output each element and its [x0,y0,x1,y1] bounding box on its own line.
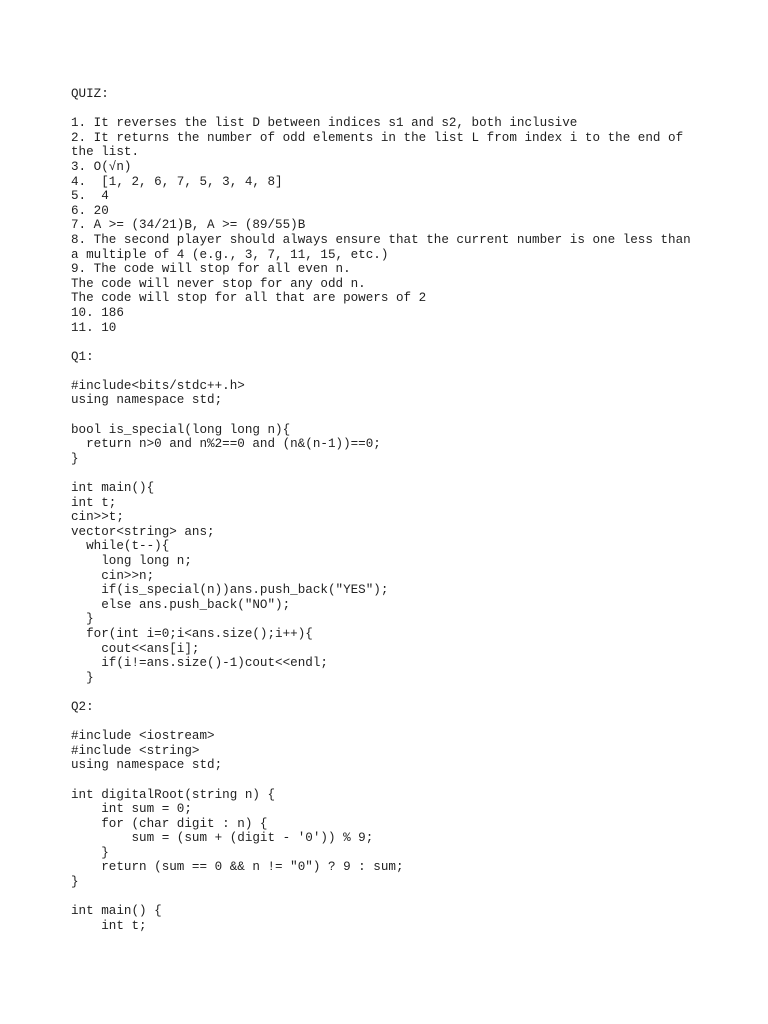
blank-line [71,890,731,905]
document-page [71,87,731,933]
code-line: cin>>t; [71,510,124,525]
code-line: cout<<ans[i]; [71,641,200,656]
quiz-answer-1: 1. It reverses the list D between indices s1 and s2, both inclusive [71,116,578,131]
code-line: } [71,670,94,685]
quiz-answer-4: 4. [1, 2, 6, 7, 5, 3, 4, 8] [71,174,283,189]
code-line: for (char digit : n) { [71,816,268,831]
blank-line [71,685,731,700]
code-line: int t; [71,918,147,933]
quiz-answer-9: 9. The code will stop for all even n. [71,262,351,277]
quiz-answer-3: 3. O(√n) [71,159,132,174]
code-line: #include <iostream> [71,729,215,744]
code-line: int main(){ [71,481,155,496]
quiz-answer-7: 7. A >= (34/21)B, A >= (89/55)B [71,218,306,233]
code-line: cin>>n; [71,568,155,583]
code-line: return n>0 and n%2==0 and (n&(n-1))==0; [71,437,381,452]
code-line: if(i!=ans.size()-1)cout<<endl; [71,656,328,671]
code-line: int main() { [71,904,162,919]
blank-line [71,408,731,423]
blank-line [71,102,731,117]
quiz-answer-11: 11. 10 [71,320,117,335]
quiz-answer-10: 10. 186 [71,305,124,320]
blank-line [71,715,731,730]
code-line: while(t--){ [71,539,170,554]
code-line: #include<bits/stdc++.h> [71,378,245,393]
blank-line [71,364,731,379]
code-line: for(int i=0;i<ans.size();i++){ [71,626,313,641]
code-line: } [71,612,94,627]
blank-line [71,466,731,481]
code-line: bool is_special(long long n){ [71,422,291,437]
quiz-answer-6: 6. 20 [71,203,109,218]
quiz-answer-2: 2. It returns the number of odd elements in the list L from index i to the end of [71,130,684,145]
code-line: } [71,451,79,466]
quiz-heading: QUIZ: [71,87,109,101]
code-line: using namespace std; [71,393,223,408]
code-line: int digitalRoot(string n) { [71,787,276,802]
quiz-answer-5: 5. 4 [71,189,109,204]
blank-line [71,335,731,350]
code-line: int t; [71,495,117,510]
code-line: return (sum == 0 && n != "0") ? 9 : sum; [71,860,404,875]
quiz-answer-9-line-2: The code will never stop for any odd n. [71,276,366,291]
quiz-answer-8: 8. The second player should always ensure that the current number is one less than [71,232,691,247]
code-line: } [71,875,79,890]
q1-heading: Q1: [71,349,94,364]
quiz-answer-8-cont: a multiple of 4 (e.g., 3, 7, 11, 15, etc.) [71,247,389,262]
code-line: else ans.push_back("NO"); [71,597,291,612]
code-line: using namespace std; [71,758,223,773]
blank-line [71,773,731,788]
q2-heading: Q2: [71,699,94,714]
code-line: vector<string> ans; [71,524,215,539]
code-line: sum = (sum + (digit - '0')) % 9; [71,831,374,846]
quiz-answer-2-cont: the list. [71,145,140,160]
code-line: #include <string> [71,743,200,758]
code-line: if(is_special(n))ans.push_back("YES"); [71,583,389,598]
code-line: int sum = 0; [71,802,192,817]
quiz-answer-9-line-3: The code will stop for all that are powers of 2 [71,291,427,306]
code-line: } [71,845,109,860]
code-line: long long n; [71,554,192,568]
